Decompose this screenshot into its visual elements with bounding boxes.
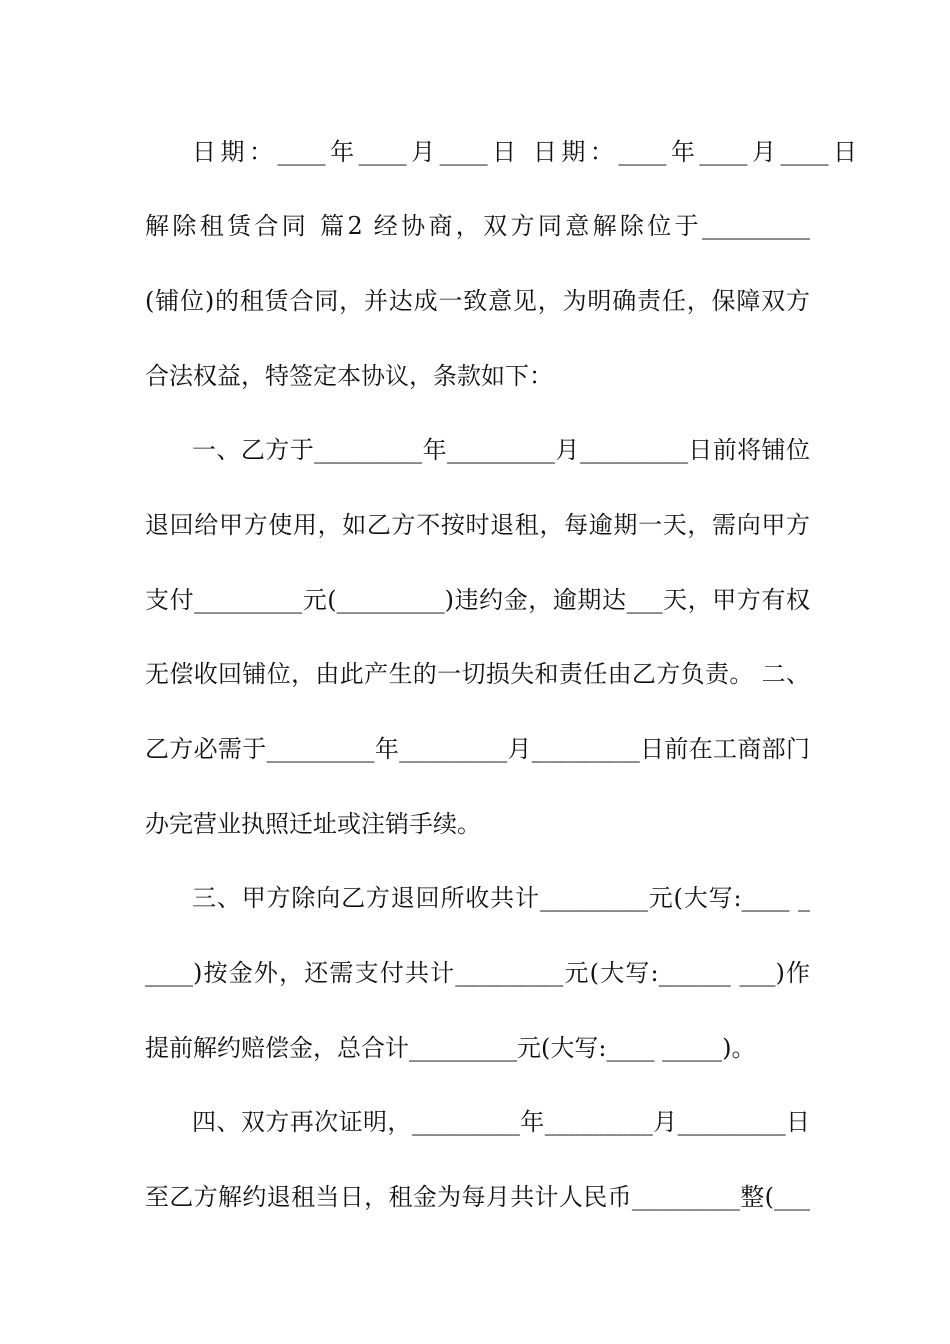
paragraph-line: ____)按金外，还需支付共计_________元(大写:______ ___)作 xyxy=(145,959,810,987)
paragraph-line: 至乙方解约退租当日，租金为每月共计人民币_________整(___ xyxy=(145,1183,810,1211)
paragraph-line: (铺位)的租赁合同，并达成一致意见，为明确责任，保障双方 xyxy=(145,287,810,315)
contract-title-line: 解除租赁合同 篇2 经协商，双方同意解除位于_________ xyxy=(145,212,810,240)
paragraph-line: 支付_________元(_________)违约金，逾期达___天，甲方有权 xyxy=(145,586,810,614)
signature-date-line: 日期：____年____月____日 日期：____年____月____日 xyxy=(192,138,857,166)
clause-one-line: 一、乙方于_________年_________月_________日前将铺位 xyxy=(192,436,810,464)
clause-two-line: 乙方必需于_________年_________月_________日前在工商部门 xyxy=(145,735,810,763)
paragraph-line: 退回给甲方使用，如乙方不按时退租，每逾期一天，需向甲方 xyxy=(145,511,810,539)
paragraph-line: 无偿收回铺位，由此产生的一切损失和责任由乙方负责。 二、 xyxy=(145,660,810,688)
paragraph-line: 办完营业执照迁址或注销手续。 xyxy=(145,810,481,838)
paragraph-line: 提前解约赔偿金，总合计_________元(大写:____ _____)。 xyxy=(145,1034,756,1062)
clause-three-line: 三、甲方除向乙方退回所收共计_________元(大写:____ _ xyxy=(192,884,810,912)
paragraph-line: 合法权益，特签定本协议，条款如下： xyxy=(145,362,553,390)
clause-four-line: 四、双方再次证明，_________年_________月_________日 xyxy=(192,1108,810,1136)
